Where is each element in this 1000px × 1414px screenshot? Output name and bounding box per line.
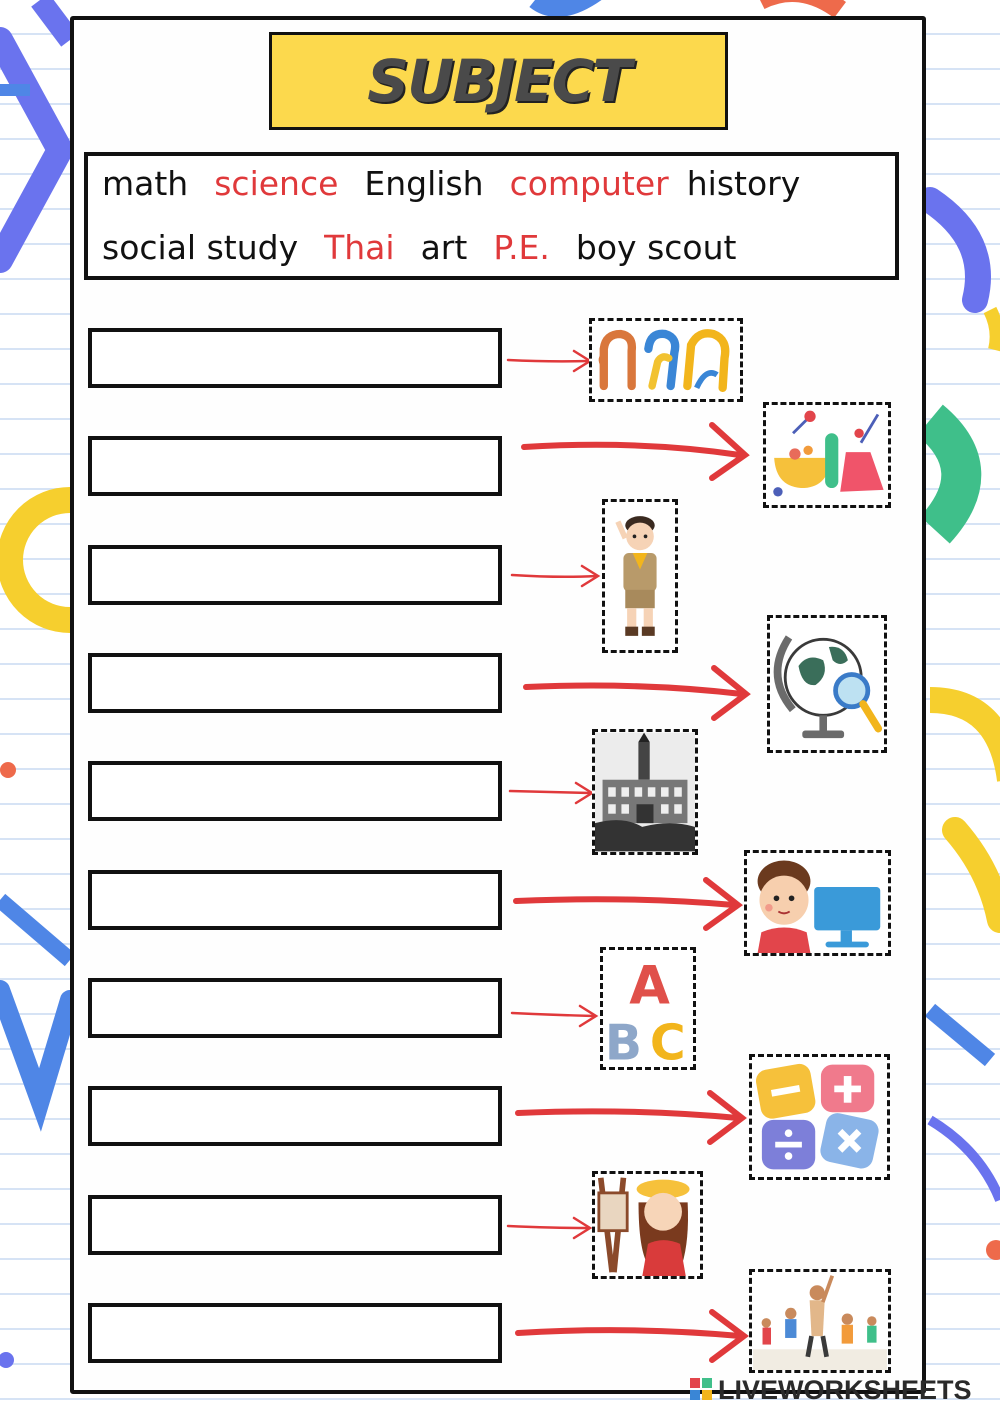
word-bank: [84, 152, 899, 280]
answer-box-1[interactable]: [88, 328, 502, 388]
liveworksheets-brand: LIVEWORKSHEETS: [718, 1374, 972, 1405]
liveworksheets-icon: [690, 1378, 714, 1402]
svg-text:C: C: [649, 1015, 686, 1067]
answer-box-6[interactable]: [88, 870, 502, 930]
word-bank-row-2: [102, 228, 736, 267]
word-boy-scout: boy scout: [575, 228, 737, 267]
science-lab-icon: [766, 405, 888, 505]
girl-painting-icon: [595, 1174, 700, 1276]
word-bank-row-1: [102, 164, 800, 203]
picture-abc: [600, 947, 696, 1070]
picture-globe: [767, 615, 887, 753]
answer-box-2[interactable]: [88, 436, 502, 496]
picture-computer: [744, 850, 891, 956]
answer-box-7[interactable]: [88, 978, 502, 1038]
picture-thai-letters: [589, 318, 743, 402]
boy-scout-icon: [605, 502, 675, 650]
picture-science-lab: [763, 402, 891, 508]
historic-building-icon: [595, 732, 695, 852]
picture-art: [592, 1171, 703, 1279]
answer-box-9[interactable]: [88, 1195, 502, 1255]
answer-box-4[interactable]: [88, 653, 502, 713]
picture-math: [749, 1054, 890, 1180]
answer-box-8[interactable]: [88, 1086, 502, 1146]
answer-box-10[interactable]: [88, 1303, 502, 1363]
pe-exercise-icon: [752, 1272, 888, 1370]
word-thai: Thai: [324, 228, 395, 267]
word-art: art: [420, 228, 468, 267]
word-math: math: [102, 164, 189, 203]
math-symbols-icon: [752, 1057, 887, 1177]
title-banner: [269, 32, 728, 130]
liveworksheets-logo: [690, 1374, 972, 1406]
page-title: SUBJECT: [367, 47, 630, 115]
word-science: science: [214, 164, 339, 203]
word-computer: computer: [509, 164, 669, 203]
word-pe: P.E.: [493, 228, 550, 267]
answer-box-3[interactable]: [88, 545, 502, 605]
boy-computer-icon: [747, 853, 888, 953]
globe-magnifier-icon: [770, 618, 884, 750]
word-history: history: [686, 164, 801, 203]
answer-box-5[interactable]: [88, 761, 502, 821]
picture-pe: [749, 1269, 891, 1373]
picture-historic-building: [592, 729, 698, 855]
word-english: English: [364, 164, 484, 203]
abc-letters-icon: [603, 950, 693, 1067]
thai-letters-icon: [592, 321, 740, 399]
svg-text:A: A: [629, 955, 670, 1017]
word-social-study: social study: [102, 228, 299, 267]
svg-text:B: B: [604, 1015, 643, 1067]
picture-boy-scout: [602, 499, 678, 653]
